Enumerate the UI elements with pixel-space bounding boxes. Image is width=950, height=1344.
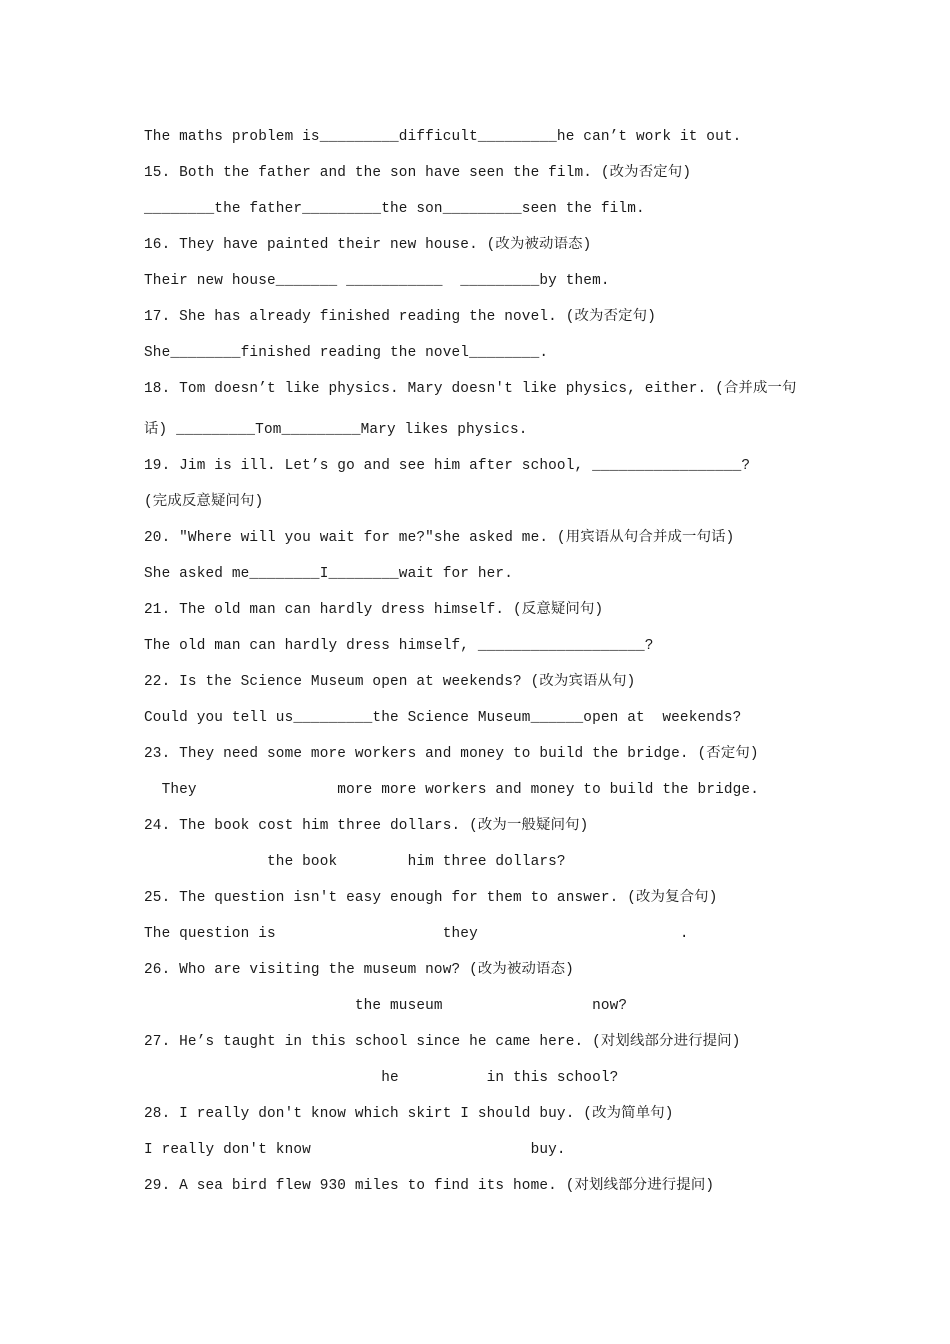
question-19-prompt: 19. Jim is ill. Let’s go and see him after school, _________________? (144, 458, 751, 474)
question-23-answer-line: They more more workers and money to build the bridge. (144, 782, 760, 798)
question-18-answer-line: 话) _________Tom_________Mary likes physics. (144, 422, 528, 438)
question-28-prompt: 28. I really don't know which skirt I should buy. (改为简单句) (144, 1106, 674, 1122)
question-20-answer-line: She asked me________I________wait for her. (144, 566, 514, 582)
question-25-answer-line: The question is they . (144, 926, 689, 942)
question-16-answer-line: Their new house_______ ___________ _________by them. (144, 273, 610, 289)
question-26-prompt: 26. Who are visiting the museum now? (改为被动语态) (144, 962, 574, 978)
question-14-answer-line: The maths problem is_________difficult_________he can’t work it out. (144, 129, 742, 145)
question-28-answer-line: I really don't know buy. (144, 1142, 566, 1158)
question-16-prompt: 16. They have painted their new house. (改为被动语态) (144, 237, 592, 253)
question-22-prompt: 22. Is the Science Museum open at weekends? (改为宾语从句) (144, 674, 636, 690)
question-20-prompt: 20. "Where will you wait for me?"she asked me. (用宾语从句合并成一句话) (144, 530, 735, 546)
question-17-answer-line: She________finished reading the novel________. (144, 345, 549, 361)
question-18-prompt: 18. Tom doesn’t like physics. Mary doesn't like physics, either. (合并成一句 (144, 381, 797, 397)
question-19-instruction: (完成反意疑问句) (144, 494, 264, 510)
question-15-answer-line: ________the father_________the son_________seen the film. (144, 201, 645, 217)
question-23-prompt: 23. They need some more workers and money to build the bridge. (否定句) (144, 746, 759, 762)
question-26-answer-line: the museum now? (144, 998, 628, 1014)
question-21-answer-line: The old man can hardly dress himself, ___________________? (144, 638, 654, 654)
question-27-answer-line: he in this school? (144, 1070, 619, 1086)
question-17-prompt: 17. She has already finished reading the novel. (改为否定句) (144, 309, 656, 325)
question-15-prompt: 15. Both the father and the son have seen the film. (改为否定句) (144, 165, 692, 181)
question-21-prompt: 21. The old man can hardly dress himself. (反意疑问句) (144, 602, 604, 618)
question-22-answer-line: Could you tell us_________the Science Museum______open at weekends? (144, 710, 742, 726)
question-29-prompt: 29. A sea bird flew 930 miles to find its home. (对划线部分进行提问) (144, 1178, 715, 1194)
question-25-prompt: 25. The question isn't easy enough for them to answer. (改为复合句) (144, 890, 718, 906)
question-27-prompt: 27. He’s taught in this school since he came here. (对划线部分进行提问) (144, 1034, 741, 1050)
question-24-prompt: 24. The book cost him three dollars. (改为一般疑问句) (144, 818, 589, 834)
question-24-answer-line: the book him three dollars? (144, 854, 566, 870)
